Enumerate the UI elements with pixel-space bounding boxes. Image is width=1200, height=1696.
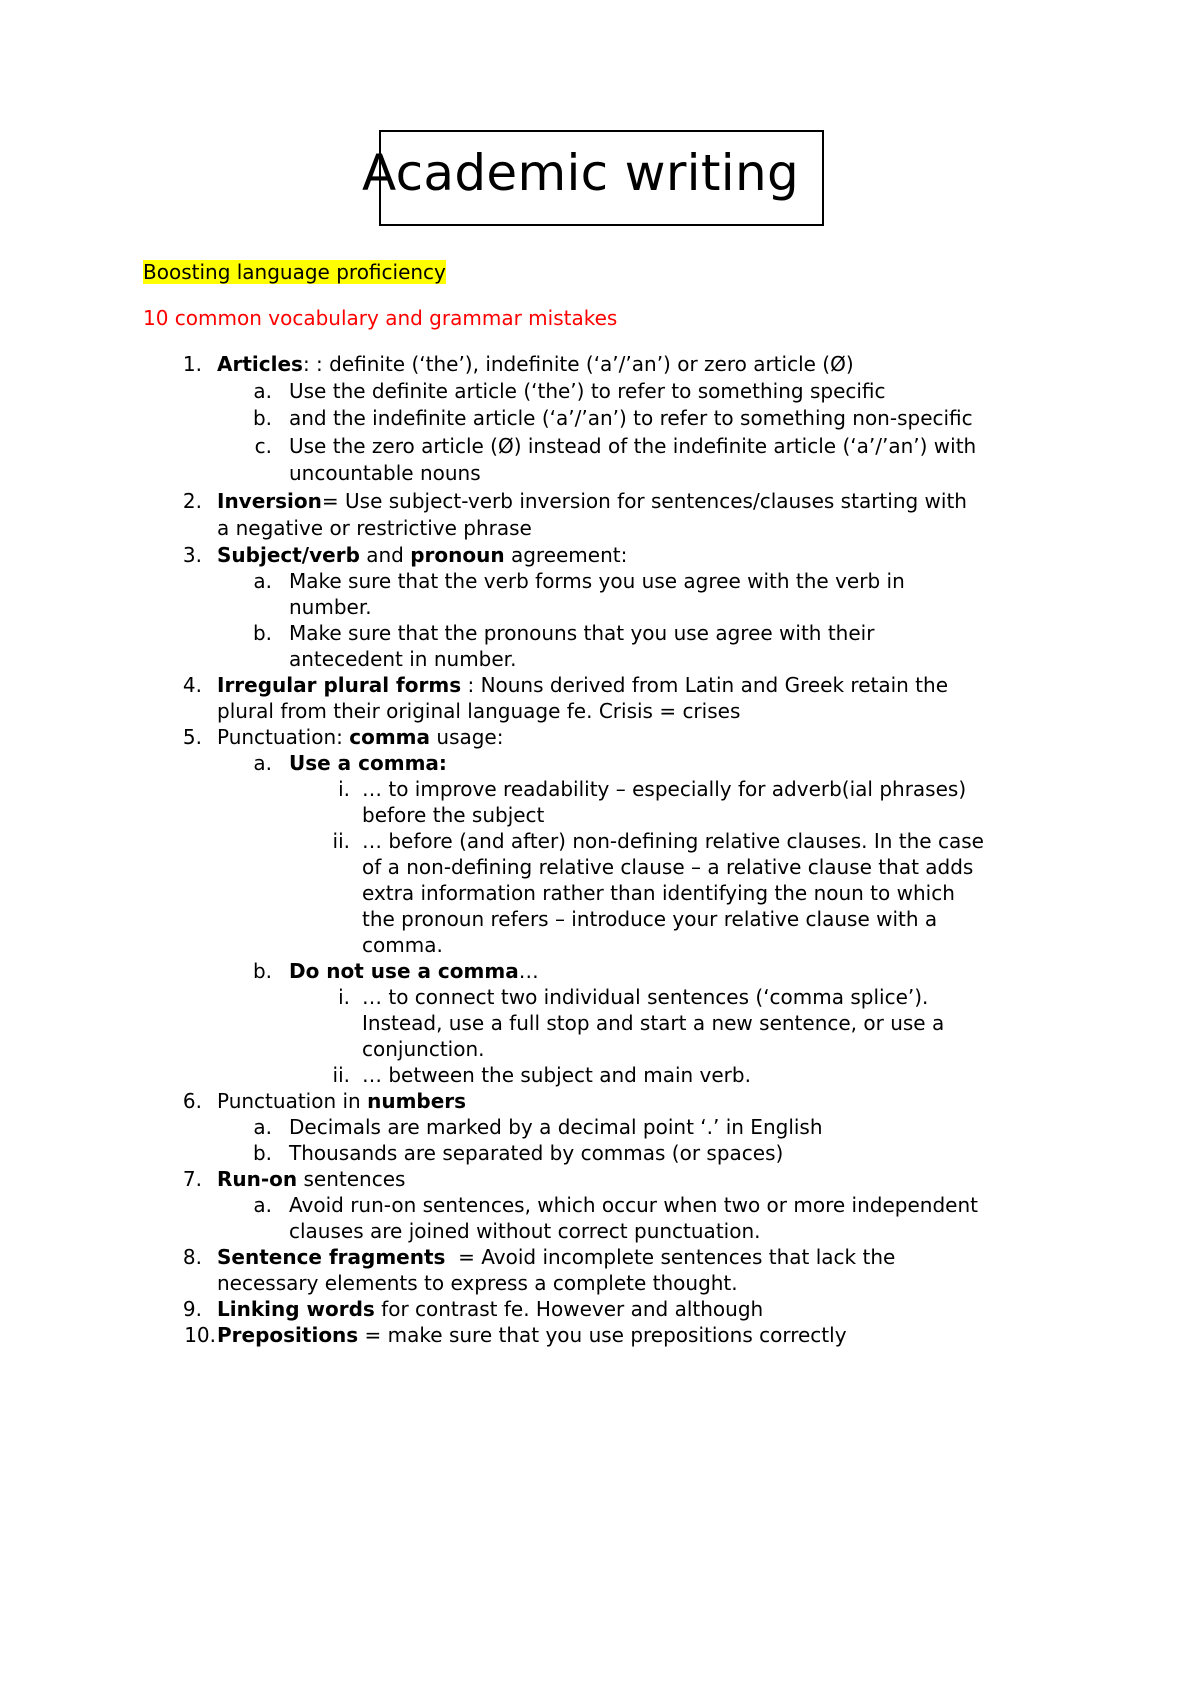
list-marker: 2. — [182, 489, 202, 513]
subtitle — [143, 258, 446, 286]
sub-marker: a. — [253, 751, 272, 775]
sub-item-text: antecedent in number. — [289, 647, 517, 671]
roman-marker: i. — [338, 777, 350, 801]
sub-sub-item-text: of a non-defining relative clause – a relative clause that adds — [362, 855, 974, 879]
sub-sub-item-text: extra information rather than identifying the noun to which — [362, 881, 955, 905]
list-marker: 9. — [182, 1297, 202, 1321]
bold-term: Run-on — [217, 1167, 298, 1191]
list-item-agreement — [217, 542, 627, 568]
sub-marker: b. — [252, 621, 272, 645]
bold-term: Prepositions — [217, 1323, 359, 1347]
list-item-comma-usage — [217, 724, 503, 750]
item-text: Punctuation: — [217, 725, 350, 749]
list-item-inversion — [217, 488, 967, 514]
list-marker: 7. — [182, 1167, 202, 1191]
item-text: and — [359, 543, 411, 567]
item-text: necessary elements to express a complete thought. — [217, 1271, 738, 1295]
sub-item-text: Thousands are separated by commas (or spaces) — [289, 1141, 784, 1165]
sub-item-heading: Use a comma: — [289, 751, 447, 775]
bold-term: Subject/verb — [217, 543, 360, 567]
sub-sub-item-text: conjunction. — [362, 1037, 485, 1061]
list-item-numbers — [217, 1088, 466, 1114]
sub-item-text: Make sure that the pronouns that you use agree with their — [289, 621, 875, 645]
sub-item-text: number. — [289, 595, 372, 619]
bold-term: Linking words — [217, 1297, 375, 1321]
sub-sub-item-text: the pronoun refers – introduce your relative clause with a — [362, 907, 938, 931]
bold-term: Irregular plural forms — [217, 673, 462, 697]
list-marker: 6. — [182, 1089, 202, 1113]
item-text: Punctuation in — [217, 1089, 368, 1113]
sub-marker: b. — [252, 959, 272, 983]
list-item-fragments — [217, 1244, 895, 1270]
item-text: for contrast fe. However and although — [374, 1297, 764, 1321]
list-item-irregular-plurals — [217, 672, 948, 698]
item-text: agreement: — [504, 543, 628, 567]
sub-marker: b. — [252, 406, 272, 430]
sub-marker: a. — [253, 1115, 272, 1139]
roman-marker: ii. — [332, 829, 350, 853]
item-text: = Use subject-verb inversion for sentences/clauses starting with — [321, 489, 967, 513]
sub-sub-item-text: … before (and after) non-defining relative clauses. In the case — [362, 829, 984, 853]
sub-sub-item-text: … between the subject and main verb. — [362, 1063, 751, 1087]
sub-item-text: Use the zero article (Ø) instead of the indefinite article (‘a’/’an’) with — [289, 434, 977, 458]
list-item-prepositions — [217, 1322, 847, 1348]
item-text: : : definite (‘the’), indefinite (‘a’/’an’) or zero article (Ø) — [302, 352, 854, 376]
document-title: Academic writing — [362, 144, 800, 202]
list-item-linking-words — [217, 1296, 763, 1322]
sub-sub-item-text: Instead, use a full stop and start a new sentence, or use a — [362, 1011, 945, 1035]
bold-term: Sentence fragments — [217, 1245, 446, 1269]
roman-marker: ii. — [332, 1063, 350, 1087]
section-title: 10 common vocabulary and grammar mistakes — [143, 306, 618, 330]
list-marker: 3. — [182, 543, 202, 567]
bold-term: Do not use a comma — [289, 959, 519, 983]
sub-item-text: Make sure that the verb forms you use agree with the verb in — [289, 569, 905, 593]
sub-sub-item-text: before the subject — [362, 803, 545, 827]
sub-item-text: and the indefinite article (‘a’/’an’) to refer to something non-specific — [289, 406, 973, 430]
item-text: usage: — [430, 725, 504, 749]
sub-marker: b. — [252, 1141, 272, 1165]
item-text: : Nouns derived from Latin and Greek retain the — [461, 673, 949, 697]
sub-sub-item-text: … to connect two individual sentences (‘comma splice’). — [362, 985, 929, 1009]
bold-term: Articles — [217, 352, 303, 376]
sub-item-text: Avoid run-on sentences, which occur when two or more independent — [289, 1193, 978, 1217]
item-text: plural from their original language fe. Crisis = crises — [217, 699, 741, 723]
item-text: = Avoid incomplete sentences that lack the — [445, 1245, 896, 1269]
bold-term: pronoun — [410, 543, 505, 567]
bold-term: Inversion — [217, 489, 322, 513]
sub-item-heading — [289, 958, 539, 984]
list-marker: 1. — [182, 352, 202, 376]
list-marker: 5. — [182, 725, 202, 749]
roman-marker: i. — [338, 985, 350, 1009]
item-text: = make sure that you use prepositions correctly — [358, 1323, 847, 1347]
sub-marker: a. — [253, 379, 272, 403]
list-marker: 4. — [182, 673, 202, 697]
sub-marker: a. — [253, 1193, 272, 1217]
list-item-run-on — [217, 1166, 405, 1192]
list-marker: 10. — [184, 1323, 216, 1347]
bold-term: numbers — [367, 1089, 467, 1113]
sub-item-text: clauses are joined without correct punctuation. — [289, 1219, 761, 1243]
list-item-articles — [217, 351, 854, 377]
bold-term: comma — [349, 725, 431, 749]
list-marker: 8. — [182, 1245, 202, 1269]
sub-item-text: Use the definite article (‘the’) to refer to something specific — [289, 379, 886, 403]
subtitle-highlight: Boosting language proficiency — [143, 260, 446, 284]
item-text: … — [518, 959, 539, 983]
sub-marker: a. — [253, 569, 272, 593]
item-text: sentences — [297, 1167, 406, 1191]
sub-marker: c. — [254, 434, 272, 458]
sub-sub-item-text: … to improve readability – especially for adverb(ial phrases) — [362, 777, 967, 801]
sub-item-text: Decimals are marked by a decimal point ‘.’ in English — [289, 1115, 823, 1139]
sub-item-text: uncountable nouns — [289, 461, 481, 485]
sub-sub-item-text: comma. — [362, 933, 443, 957]
item-text: a negative or restrictive phrase — [217, 516, 532, 540]
